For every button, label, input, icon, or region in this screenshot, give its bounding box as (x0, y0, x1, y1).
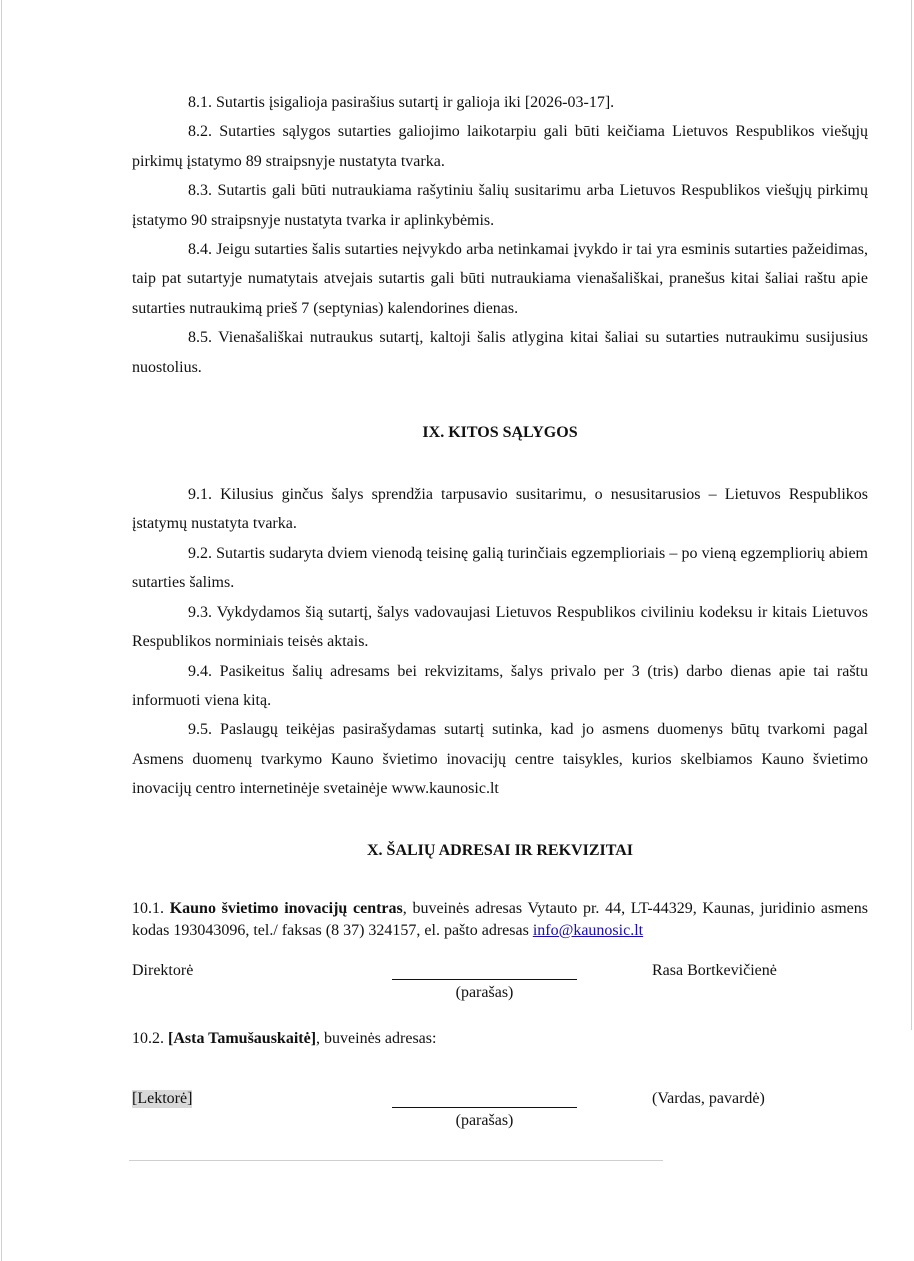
section-9-heading: IX. KITOS SĄLYGOS (422, 424, 578, 442)
director-role: Direktorė (132, 961, 194, 979)
clause-10-2-number: 10.2. (132, 1029, 164, 1047)
clause-9-4: 9.4. Pasikeitus šalių adresams bei rekvizitams, šalys privalo per 3 (tris) darbo dienas apie tai raštu informuoti viena kitą. (132, 662, 868, 709)
email-link[interactable]: info@kaunosic.lt (532, 921, 644, 939)
lecturer-name-placeholder: (Vardas, pavardė) (652, 1089, 765, 1107)
clause-8-2: 8.2. Sutarties sąlygos sutarties galiojimo laikotarpiu gali būti keičiama Lietuvos Respublikos viešųjų pirkimų įstatymo 89 straipsnyje nustatyta tvarka. (132, 123, 868, 170)
org-name: Kauno švietimo inovacijų centras (169, 899, 403, 917)
clause-8-3: 8.3. Sutartis gali būti nutraukiama rašytiniu šalių susitarimu arba Lietuvos Respublikos viešųjų pirkimų įstatymo 90 straipsnyje nustatyta tvarka ir aplinkybėmis. (132, 182, 868, 229)
director-name: Rasa Bortkevičienė (652, 961, 777, 979)
director-signature-line (392, 979, 577, 980)
lecturer-name: [Asta Tamušauskaitė] (168, 1029, 317, 1047)
clause-10-2 (132, 1028, 868, 1050)
clause-8-5: 8.5. Vienašališkai nutraukus sutartį, kaltoji šalis atlygina kitai šaliai su sutarties nutraukimu susijusius nuostolius. (132, 329, 868, 376)
document-content (132, 88, 868, 1150)
signature-row-lecturer (132, 1090, 868, 1130)
org-details: , buveinės adresas Vytauto pr. 44, LT-44329, Kaunas, juridinio asmens kodas 193043096, tel./ faksas (8 37) 324157, el. pašto adresas (132, 899, 868, 939)
clause-10-1-number: 10.1. (132, 899, 164, 917)
clause-8-4: 8.4. Jeigu sutarties šalis sutarties neįvykdo arba netinkamai įvykdo ir tai yra esminis sutarties pažeidimas, taip pat sutartyje numatytais atvejais sutartis gali būti nutraukiama vienašališkai, pranešus kitai šaliai raštu apie sutarties nutraukimą prieš 7 (septynias) kalendorines dienas. (132, 241, 868, 317)
page-edge-right (911, 0, 912, 1030)
clause-8-1: 8.1. Sutartis įsigalioja pasirašius sutartį ir galioja iki [2026-03-17]. (188, 94, 615, 111)
clause-9-5: 9.5. Paslaugų teikėjas pasirašydamas sutartį sutinka, kad jo asmens duomenys būtų tvarkomi pagal Asmens duomenų tvarkymo Kauno švietimo inovacijų centre taisykles, kurios skelbiamos Kauno švietimo inovacijų centro internetinėje svetainėje www.kaunosic.lt (132, 721, 868, 798)
lecturer-signature-line (392, 1107, 577, 1108)
clause-9-3: 9.3. Vykdydamos šią sutartį, šalys vadovaujasi Lietuvos Respublikos civiliniu kodeksu ir kitais Lietuvos Respublikos norminiais teisės aktais. (132, 603, 868, 651)
page-edge-left (1, 0, 2, 1261)
signature-row-director (132, 962, 868, 1002)
director-signature-caption: (parašas) (455, 983, 514, 1001)
lecturer-details: , buveinės adresas: (316, 1029, 437, 1047)
clause-9-2: 9.2. Sutartis sudaryta dviem vienodą teisinę galią turinčiais egzemplioriais – po vieną egzempliorių abiem sutarties šalims. (132, 544, 868, 592)
section-10-heading: X. ŠALIŲ ADRESAI IR REKVIZITAI (367, 841, 633, 859)
table-bottom-border (129, 1160, 663, 1161)
clause-9-1: 9.1. Kilusius ginčus šalys sprendžia tarpusavio susitarimu, o nesusitarusios – Lietuvos Respublikos įstatymų nustatyta tvarka. (132, 486, 868, 533)
lecturer-role: [Lektorė] (132, 1089, 193, 1107)
lecturer-signature-caption: (parašas) (455, 1111, 514, 1129)
clause-10-1 (132, 898, 868, 942)
